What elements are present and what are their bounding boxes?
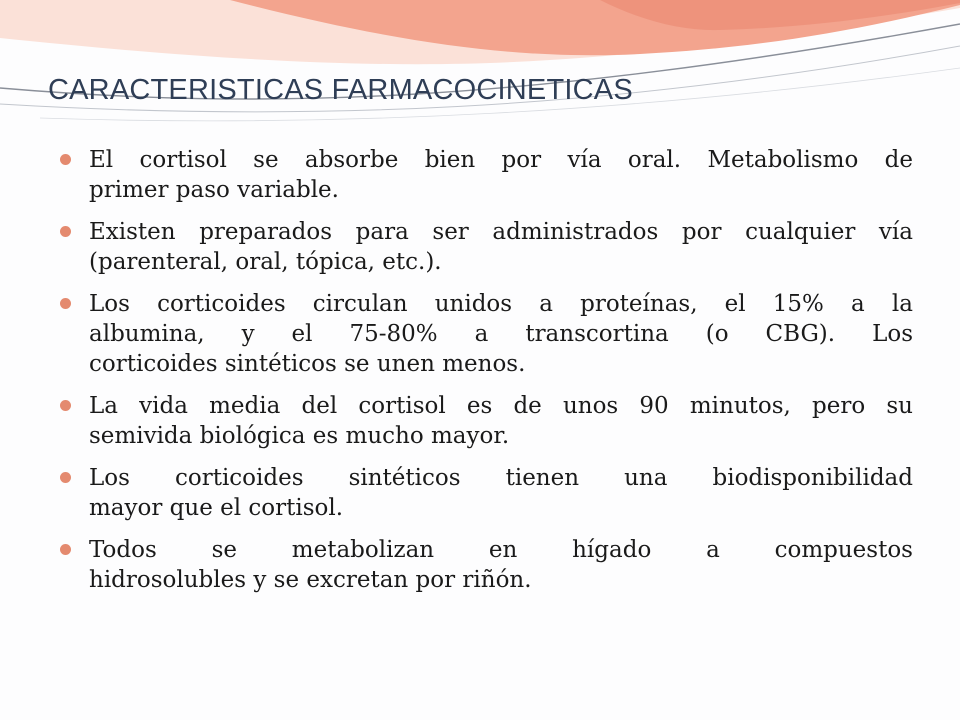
bullet-list xyxy=(58,145,913,607)
bullet-text-line: Los corticoides sintéticos tienen una biodisponibilidad xyxy=(89,465,913,491)
list-item xyxy=(58,535,913,595)
bullet-text-line: El cortisol se absorbe bien por vía oral. Metabolismo de xyxy=(89,147,913,173)
bullet-text-line: La vida media del cortisol es de unos 90 minutos, pero su xyxy=(89,393,913,419)
list-item xyxy=(58,391,913,451)
bullet-dot-icon xyxy=(60,544,71,555)
bullet-dot-icon xyxy=(60,154,71,165)
bullet-text-line: corticoides sintéticos se unen menos. xyxy=(89,351,526,377)
bullet-dot-icon xyxy=(60,400,71,411)
bullet-text-line: (parenteral, oral, tópica, etc.). xyxy=(89,249,442,275)
bullet-text-line: primer paso variable. xyxy=(89,177,339,203)
list-item xyxy=(58,145,913,205)
bullet-text-line: Todos se metabolizan en hígado a compuestos xyxy=(89,537,913,563)
bullet-dot-icon xyxy=(60,298,71,309)
list-item xyxy=(58,463,913,523)
page-title: CARACTERISTICAS FARMACOCINETICAS xyxy=(48,74,633,106)
bullet-dot-icon xyxy=(60,472,71,483)
bullet-text-line: mayor que el cortisol. xyxy=(89,495,344,521)
bullet-text-line: Los corticoides circulan unidos a proteínas, el 15% a la xyxy=(89,291,913,317)
bullet-dot-icon xyxy=(60,226,71,237)
list-item xyxy=(58,289,913,379)
bullet-text-line: Existen preparados para ser administrados por cualquier vía xyxy=(89,219,913,245)
list-item xyxy=(58,217,913,277)
bullet-text-line: albumina, y el 75-80% a transcortina (o CBG). Los xyxy=(89,321,913,347)
header-wave-decoration xyxy=(0,0,960,130)
bullet-text-line: semivida biológica es mucho mayor. xyxy=(89,423,510,449)
bullet-text-line: hidrosolubles y se excretan por riñón. xyxy=(89,567,532,593)
